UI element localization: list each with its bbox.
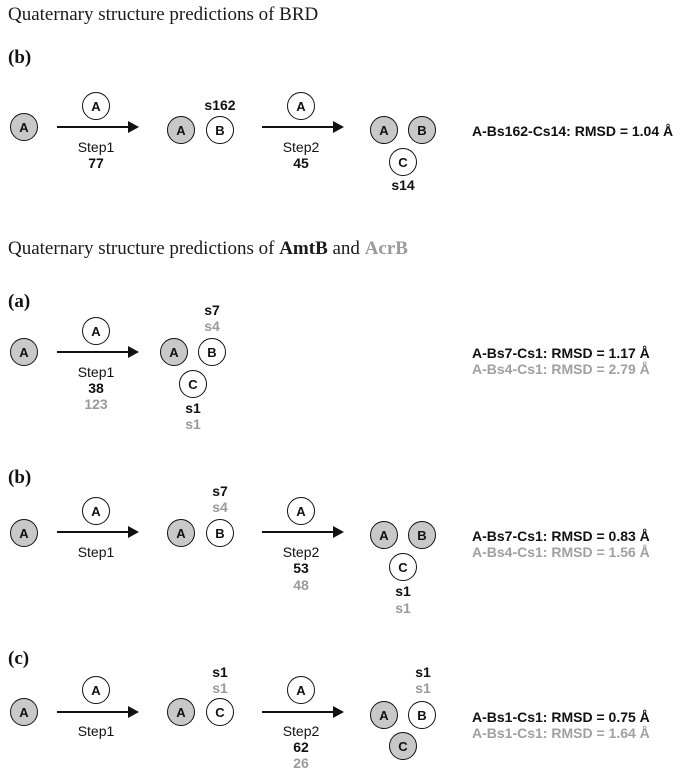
c-label-acrb: s1 bbox=[212, 680, 228, 696]
circle-a-filled: A bbox=[370, 521, 398, 549]
step1-arrow bbox=[57, 531, 136, 533]
circle-a-added: A bbox=[82, 92, 110, 120]
circle-b-filled: B bbox=[408, 116, 436, 144]
brd-heading: Quaternary structure predictions of BRD bbox=[8, 4, 319, 25]
step1-arrow bbox=[57, 711, 136, 713]
c-label-acrb: s1 bbox=[395, 600, 411, 616]
step1-label: Step1 bbox=[77, 364, 115, 380]
b-label-acrb: s4 bbox=[204, 318, 220, 334]
b-label-amtb: s7 bbox=[212, 483, 228, 499]
circle-b: B bbox=[206, 116, 234, 144]
amtb-acrb-heading bbox=[8, 238, 408, 260]
step1-score-acrb: 123 bbox=[84, 396, 108, 412]
panel-c-result-amtb: A-Bs1-Cs1: RMSD = 0.75 Å bbox=[472, 709, 650, 725]
circle-a-filled: A bbox=[370, 701, 398, 729]
circle-a-filled: A bbox=[167, 698, 195, 726]
step2-label: Step2 bbox=[282, 544, 320, 560]
intermediate-b-label: s162 bbox=[204, 97, 236, 113]
circle-a-added: A bbox=[82, 676, 110, 704]
step2-label: Step2 bbox=[282, 723, 320, 739]
panel-b-result-amtb: A-Bs7-Cs1: RMSD = 0.83 Å bbox=[472, 528, 650, 544]
circle-c-filled: C bbox=[389, 732, 417, 760]
circle-c: C bbox=[389, 553, 417, 581]
circle-a-filled: A bbox=[160, 338, 188, 366]
brd-panel-b-label: (b) bbox=[8, 47, 32, 68]
panel-a-label: (a) bbox=[8, 291, 31, 312]
step1-label: Step1 bbox=[77, 544, 115, 560]
step1-arrow bbox=[57, 351, 136, 353]
panel-b-label: (b) bbox=[8, 467, 32, 488]
step2-score-amtb: 62 bbox=[293, 739, 309, 755]
brd-result: A-Bs162-Cs14: RMSD = 1.04 Å bbox=[472, 123, 674, 139]
heading-acrb: AcrB bbox=[364, 238, 408, 259]
final-c-label: s14 bbox=[391, 177, 415, 193]
c-label-amtb: s1 bbox=[212, 664, 228, 680]
circle-a-added: A bbox=[82, 317, 110, 345]
circle-b: B bbox=[206, 519, 234, 547]
step2-score-acrb: 48 bbox=[293, 577, 309, 593]
b-label-amtb: s7 bbox=[204, 302, 220, 318]
step2-label: Step2 bbox=[282, 139, 320, 155]
step2-score-acrb: 26 bbox=[293, 755, 309, 771]
step1-score-amtb: 38 bbox=[88, 380, 104, 396]
circle-c: C bbox=[179, 370, 207, 398]
circle-a-filled: A bbox=[167, 519, 195, 547]
b-label-acrb: s4 bbox=[212, 499, 228, 515]
circle-a-added: A bbox=[287, 676, 315, 704]
step2-arrow bbox=[262, 531, 341, 533]
step2-arrow bbox=[262, 126, 341, 128]
circle-c: C bbox=[389, 148, 417, 176]
circle-b-filled: B bbox=[408, 521, 436, 549]
panel-c-result-acrb: A-Bs1-Cs1: RMSD = 1.64 Å bbox=[472, 725, 650, 741]
step1-label: Step1 bbox=[77, 139, 115, 155]
circle-a-filled: A bbox=[10, 338, 38, 366]
circle-a-added: A bbox=[287, 92, 315, 120]
heading-prefix: Quaternary structure predictions of bbox=[8, 238, 280, 259]
panel-b-result-acrb: A-Bs4-Cs1: RMSD = 1.56 Å bbox=[472, 544, 650, 560]
panel-a-result-amtb: A-Bs7-Cs1: RMSD = 1.17 Å bbox=[472, 345, 650, 361]
step1-arrow bbox=[57, 126, 136, 128]
c-label-acrb: s1 bbox=[185, 416, 201, 432]
circle-a-filled: A bbox=[370, 116, 398, 144]
circle-c: C bbox=[206, 698, 234, 726]
b-label-acrb: s1 bbox=[415, 680, 431, 696]
circle-a-filled: A bbox=[10, 698, 38, 726]
circle-a-filled: A bbox=[10, 519, 38, 547]
circle-a-added: A bbox=[82, 497, 110, 525]
circle-a-added: A bbox=[287, 497, 315, 525]
circle-a-filled: A bbox=[167, 116, 195, 144]
c-label-amtb: s1 bbox=[395, 583, 411, 599]
panel-a-result-acrb: A-Bs4-Cs1: RMSD = 2.79 Å bbox=[472, 361, 650, 377]
step2-arrow bbox=[262, 711, 341, 713]
c-label-amtb: s1 bbox=[185, 400, 201, 416]
circle-b: B bbox=[198, 338, 226, 366]
step1-score: 77 bbox=[88, 155, 104, 171]
step2-score-amtb: 53 bbox=[293, 560, 309, 576]
circle-a-filled: A bbox=[10, 113, 38, 141]
step2-score: 45 bbox=[293, 155, 309, 171]
heading-amtb: AmtB bbox=[279, 238, 328, 259]
b-label-amtb: s1 bbox=[415, 664, 431, 680]
panel-c-label: (c) bbox=[8, 648, 30, 669]
step1-label: Step1 bbox=[77, 723, 115, 739]
heading-and: and bbox=[327, 238, 365, 259]
circle-b: B bbox=[408, 701, 436, 729]
